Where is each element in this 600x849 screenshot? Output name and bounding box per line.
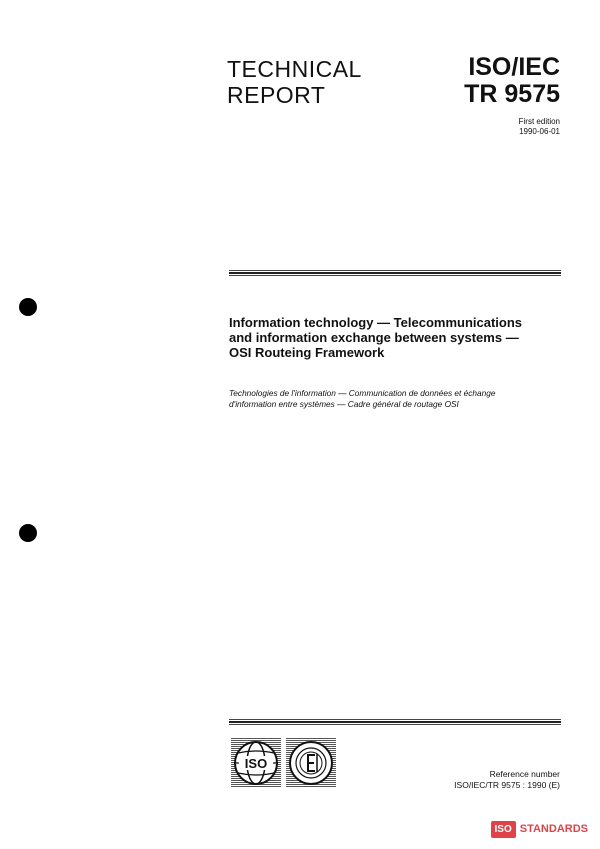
bottom-divider-rule bbox=[229, 719, 561, 725]
standard-identifier-line1: ISO/IEC bbox=[468, 53, 560, 81]
watermark-badge: ISO bbox=[491, 821, 516, 838]
edition-block bbox=[519, 117, 560, 137]
reference-label: Reference number bbox=[489, 769, 560, 779]
standard-identifier bbox=[464, 54, 560, 108]
document-type-line1: TECHNICAL bbox=[227, 56, 362, 82]
french-title-line1: Technologies de l'information — Communication de données et échange bbox=[229, 388, 496, 398]
iec-logo-icon bbox=[286, 738, 336, 788]
iso-logo-icon bbox=[231, 738, 281, 788]
standard-identifier-line2: TR 9575 bbox=[464, 80, 560, 108]
store-watermark bbox=[491, 818, 588, 840]
document-type bbox=[227, 56, 362, 108]
reference-number: ISO/IEC/TR 9575 : 1990 (E) bbox=[454, 780, 560, 790]
edition-date: 1990-06-01 bbox=[519, 127, 560, 136]
watermark-text: STANDARDS bbox=[519, 823, 588, 835]
english-title-line3: OSI Routeing Framework bbox=[229, 345, 385, 360]
reference-block bbox=[454, 769, 560, 791]
document-type-line2: REPORT bbox=[227, 82, 326, 108]
top-divider-rule bbox=[229, 270, 561, 276]
french-title bbox=[229, 388, 564, 410]
english-title-line2: and information exchange between systems — bbox=[229, 330, 519, 345]
iso-logo-text: ISO bbox=[244, 756, 268, 771]
english-title bbox=[229, 315, 564, 360]
punch-hole-bottom bbox=[19, 524, 37, 542]
french-title-line2: d'information entre systèmes — Cadre général de routage OSI bbox=[229, 399, 459, 409]
edition-label: First edition bbox=[518, 117, 560, 126]
english-title-line1: Information technology — Telecommunications bbox=[229, 315, 523, 330]
punch-hole-top bbox=[19, 298, 37, 316]
